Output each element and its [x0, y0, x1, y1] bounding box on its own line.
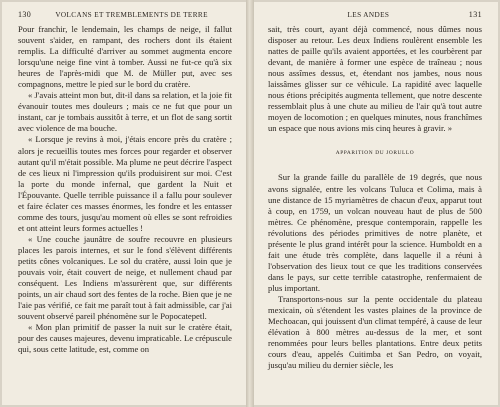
left-page-number: 130 [18, 10, 32, 19]
left-running-head [18, 10, 232, 22]
paragraph: Sur la grande faille du parallèle de 19 degrés, que nous avons signalée, entre les volcans Tuluca et Colima, mais à une distance de 15 myriamètres de chacun d'eux, apparut tout à coup, en 1759, un volcan nouveau haut de plus de 500 mètres. Ce phénomène, presque contemporain, rappelle les révolutions des périodes primitives de notre planète, et présente le plus grand intérêt pour la science. Humboldt en a fait une étude très complète, dans laquelle il a réuni à l'observation des lieux tout ce que les traditions conservées dans le pays, sur cette terrible catastrophe, renfermaient de plus important. [268, 172, 482, 293]
paragraph: « Une couche jaunâtre de soufre recouvre en plusieurs places les parois internes, et sur le fond s'élèvent différents petits cônes volcaniques. Le sol du cratère, aussi loin que je pouvais voir, était couvert de neige, et nullement chaud par conséquent. Les Indiens m'assurèrent que, sur différents points, un air chaud sort des fentes de la roche. Bien que je ne l'aie pas vérifié, ce fait me paraît tout à fait admissible, car j'ai souvent observé pareil phénomène sur le Popocatepetl. [18, 233, 232, 322]
section-heading-text: APPARITION DU JORULLO [335, 150, 415, 157]
book-gutter [246, 0, 254, 407]
right-page-text [268, 24, 482, 371]
paragraph: « J'avais atteint mon but, dit-il dans sa relation, et la joie fit évanouir toutes mes douleurs ; mais ce ne fut que pour un instant, car je tombais aussitôt à terre, et un flot de sang sortit avec violence de ma bouche. [18, 90, 232, 134]
paragraph: sait, très court, ayant déjà commencé, nous dûmes nous disposer au retour. Les deux Indiens roulèrent ensemble les nattes de paille qu'ils avaient apportées, et les courbèrent par devant, de manière à former une espèce de traîneau ; nous nous assîmes dessus, et, étendant nos jambes, nous nous laissâmes glisser sur ce véhicule. La rapidité avec laquelle nous étions précipités augmenta tellement, que notre descente ressemblait plus à une chute au milieu de l'air qu'à tout autre moyen de locomotion ; en quelques minutes, nous franchîmes un espace que nous avions mis cinq heures à gravir. » [268, 24, 482, 134]
paragraph: « Lorsque je revins à moi, j'étais encore près du cratère ; alors je recueillis toutes mes forces pour regarder et observer autant qu'il m'était possible. Ma plume ne peut décrire l'aspect de ces lieux ni l'impression qu'ils produisirent sur moi. C'est la porte du monde infernal, que gardent la Nuit et l'Épouvante. Quelle terrible puissance il a fallu pour soulever et faire éclater ces masses énormes, les fondre et les entasser comme des tours, jusqu'au moment où elles se sont refroidies et ont atteint leurs formes actuelles ! [18, 134, 232, 233]
right-page [254, 2, 498, 405]
paragraph: Transportons-nous sur la pente occidentale du plateau mexicain, où s'étendent les vastes plaines de la province de Mechoacan, qui jouissent d'un climat tempéré, à cause de leur élévation à 800 mètres au-dessus de la mer, et sont renommées pour leurs belles plantations. Entre deux petits cours d'eau, appelés Cuitimba et San Pedro, on voyait, jusqu'au milieu du dernier siècle, les [268, 293, 482, 371]
right-running-head [268, 10, 482, 22]
left-page [2, 2, 246, 405]
left-running-title: VOLCANS ET TREMBLEMENTS DE TERRE [55, 11, 208, 19]
paragraph: « Mon plan primitif de passer la nuit sur le cratère était, pour des causes majeures, devenu impraticable. Le crépuscule qui, sous cette latitude, est, comme on [18, 322, 232, 355]
paragraph: Pour franchir, le lendemain, les champs de neige, il fallut souvent s'aider, en rampant, des rochers dont ils étaient remplis. La difficulté d'arriver au sommet augmenta encore lorsqu'une neige fine vint à tomber. Aussi ne fut-ce qu'à six heures de l'après-midi que M. de Müller put, avec ses compagnons, mettre le pied sur le bord du cratère. [18, 24, 232, 90]
right-running-title: LES ANDES [347, 11, 390, 19]
right-page-number: 131 [468, 10, 482, 19]
section-heading [268, 150, 482, 156]
left-page-text [18, 24, 232, 355]
